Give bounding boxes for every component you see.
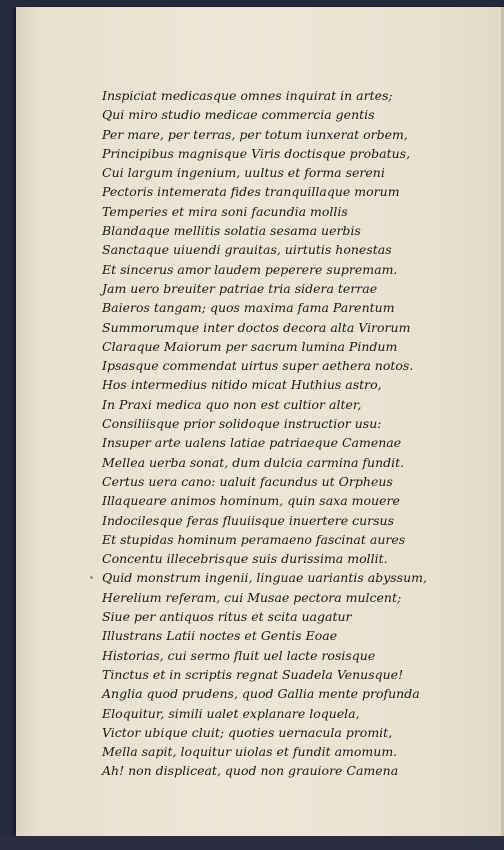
poem-line: Cui largum ingenium, uultus et forma sereni [102, 165, 385, 181]
latin-poem [102, 86, 427, 781]
poem-line: Indocilesque feras fluuiisque inuertere cursus [102, 512, 395, 528]
poem-line: Jam uero breuiter patriae tria sidera terrae [102, 280, 378, 296]
poem-line: Summorumque inter doctos decora alta Virorum [102, 319, 411, 335]
poem-line: Ah! non displiceat, quod non grauiore Camena [102, 763, 399, 779]
book-page [16, 7, 504, 836]
poem-line: Baieros tangam; quos maxima fama Parentum [102, 300, 395, 316]
poem-line: Temperies et mira soni facundia mollis [102, 203, 348, 219]
poem-line: Herelium referam, cui Musae pectora mulcent; [102, 589, 402, 605]
poem-line: Et sincerus amor laudem peperere supremam. [102, 261, 398, 277]
poem-line: Eloquitur, simili ualet explanare loquela, [102, 705, 360, 721]
poem-line: Siue per antiquos ritus et scita uagatur [102, 609, 352, 625]
poem-line: Claraque Maiorum per sacrum lumina Pindum [102, 338, 398, 354]
poem-line: Qui miro studio medicae commercia gentis [102, 107, 375, 123]
poem-line: Blandaque mellitis solatia sesama uerbis [102, 223, 361, 239]
poem-line: Historias, cui sermo fluit uel lacte rosisque [102, 647, 376, 663]
poem-line: Inspiciat medicasque omnes inquirat in artes; [102, 88, 393, 103]
poem-line: Illaqueare animos hominum, quin saxa mouere [102, 493, 400, 509]
poem-line: Mella sapit, loquitur uiolas et fundit amomum. [102, 744, 398, 760]
poem-line: Per mare, per terras, per totum iunxerat orbem, [102, 126, 408, 142]
paper-speck [90, 576, 93, 579]
scan-bottom-edge [0, 836, 504, 850]
poem-line: Concentu illecebrisque suis durissima mollit. [102, 551, 388, 567]
poem-line: Et stupidas hominum peramaeno fascinat aures [102, 531, 406, 547]
poem-line: Sanctaque uiuendi grauitas, uirtutis honestas [102, 242, 392, 258]
poem-line: Victor ubique cluit; quoties uernacula promit, [102, 724, 393, 740]
poem-line: Quid monstrum ingenii, linguae uariantis abyssum, [102, 570, 427, 586]
poem-line: In Praxi medica quo non est cultior alter, [102, 396, 362, 412]
poem-line: Certus uera cano: ualuit facundus ut Orpheus [102, 473, 393, 489]
poem-line: Illustrans Latii noctes et Gentis Eoae [102, 628, 338, 644]
poem-line: Hos intermedius nitido micat Huthius astro, [102, 377, 382, 393]
poem-line: Mellea uerba sonat, dum dulcia carmina fundit. [102, 454, 405, 470]
poem-line: Anglia quod prudens, quod Gallia mente profunda [102, 686, 420, 702]
poem-line: Consiliisque prior solidoque instructior usu: [102, 416, 382, 432]
poem-line: Tinctus et in scriptis regnat Suadela Venusque! [102, 666, 404, 682]
poem-line: Insuper arte ualens latiae patriaeque Camenae [102, 435, 402, 451]
poem-line: Pectoris intemerata fides tranquillaque morum [102, 184, 400, 200]
poem-line: Principibus magnisque Viris doctisque probatus, [102, 145, 411, 161]
poem-line: Ipsasque commendat uirtus super aethera notos. [102, 358, 414, 374]
